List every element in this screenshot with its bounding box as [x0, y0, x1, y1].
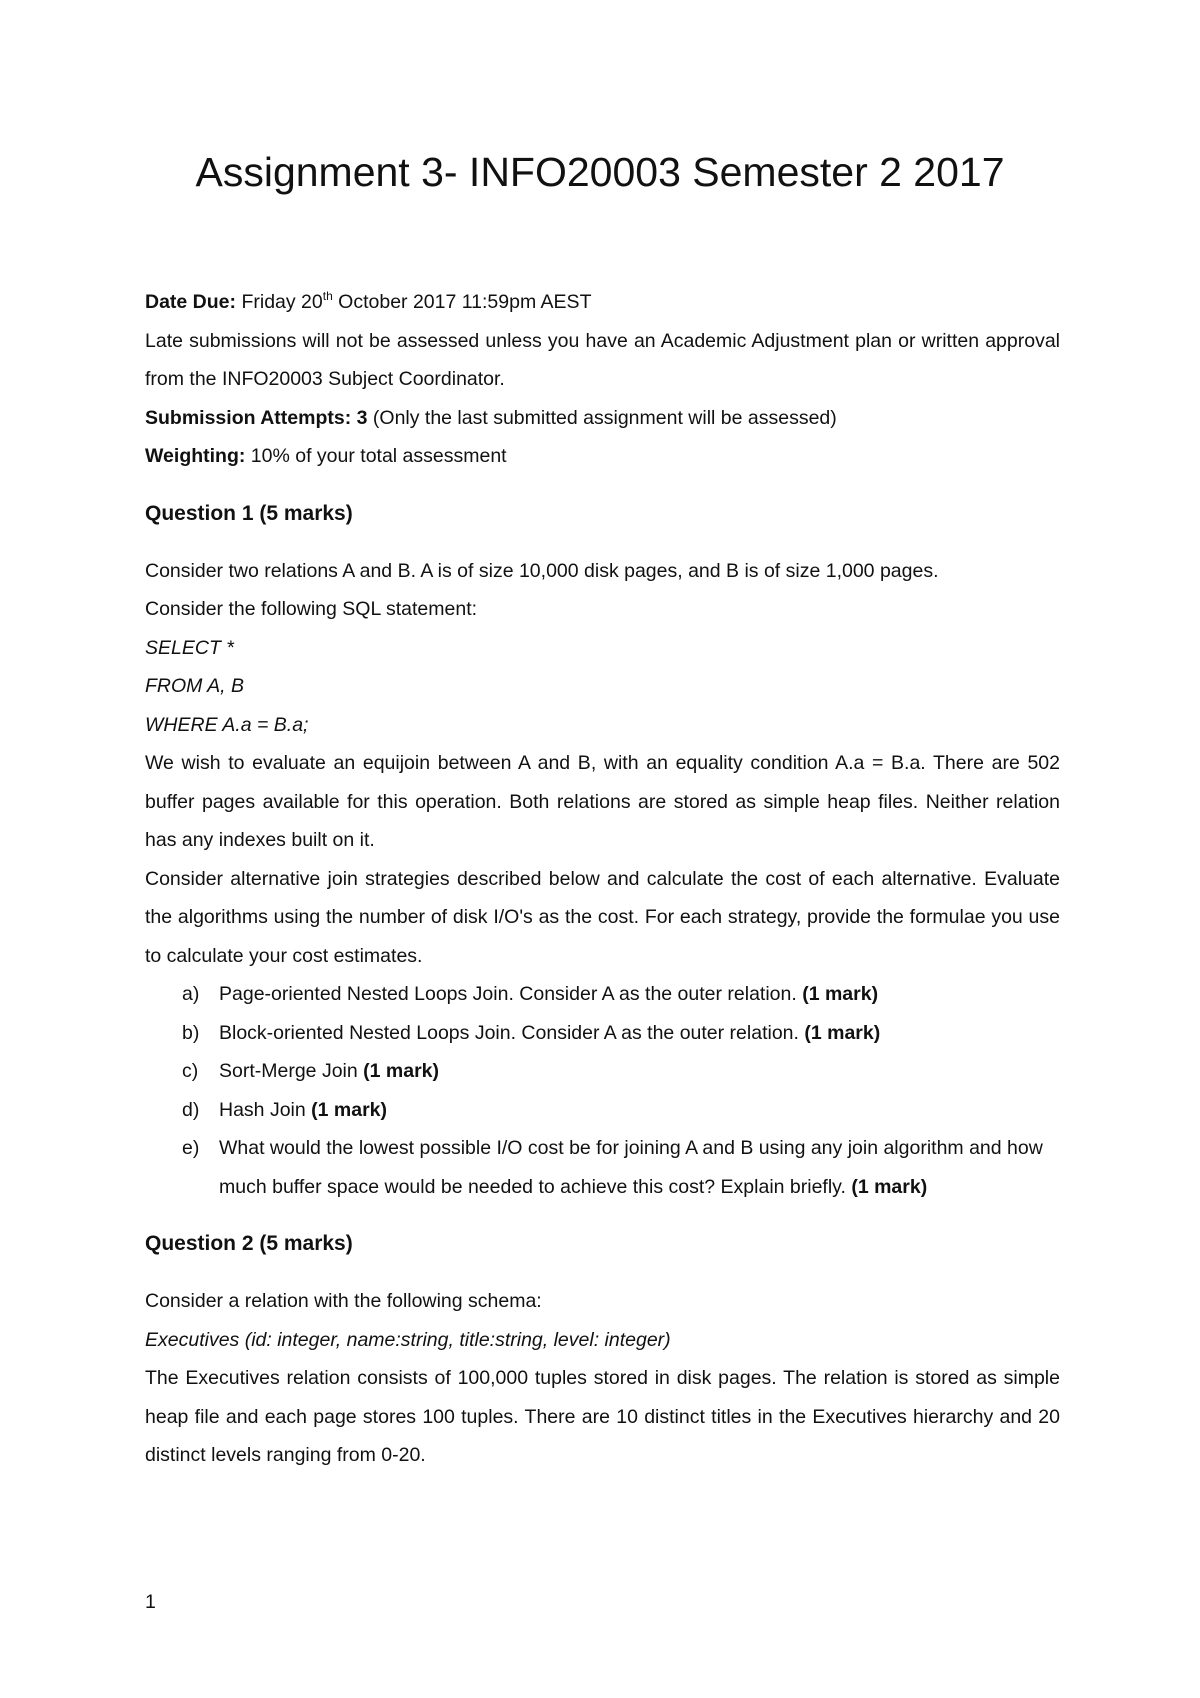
list-item-letter: b) — [182, 1021, 200, 1044]
document-title: Assignment 3- INFO20003 Semester 2 2017 — [195, 149, 1005, 195]
list-item-text: What would the lowest possible I/O cost be for joining A and B using any join algorithm and how much buffer space would be needed to achieve this cost? Explain briefly. — [219, 1137, 1043, 1198]
list-item-mark: (1 mark) — [311, 1098, 388, 1121]
attempts-label: Submission Attempts: — [145, 406, 352, 429]
list-item-text: Sort-Merge Join — [219, 1060, 364, 1082]
date-due-label: Date Due: — [145, 291, 237, 313]
date-due-suffix: th — [322, 289, 333, 303]
page-number: 1 — [145, 1591, 156, 1613]
list-item-letter: d) — [182, 1098, 200, 1121]
question-2-intro: Consider a relation with the following schema: — [145, 1290, 542, 1312]
list-item-mark: (1 mark) — [802, 983, 879, 1005]
list-item-mark: (1 mark) — [851, 1175, 928, 1198]
list-item — [145, 1052, 1060, 1091]
list-item-text: Page-oriented Nested Loops Join. Consider A as the outer relation. — [219, 983, 803, 1005]
sql-select-line: SELECT * — [145, 636, 234, 659]
attempts-value: 3 — [351, 406, 368, 429]
list-item-mark: (1 mark) — [363, 1060, 440, 1082]
list-item-text: Block-oriented Nested Loops Join. Consider A as the outer relation. — [219, 1021, 805, 1044]
list-item-letter: a) — [182, 983, 200, 1005]
question-2-paragraph: The Executives relation consists of 100,000 tuples stored in disk pages. The relation is stored as simple heap file and each page stores 100 tuples. There are 10 distinct titles in the Executives hierarchy and 20 distinct levels ranging from 0-20. — [145, 1367, 1060, 1466]
weighting-value: 10% of your total assessment — [245, 445, 507, 467]
submission-attempts-line — [145, 399, 1060, 438]
weighting-label: Weighting: — [145, 445, 246, 467]
date-due-line — [145, 283, 1060, 322]
list-item-letter: e) — [182, 1137, 200, 1159]
late-submission-note: Late submissions will not be assessed unless you have an Academic Adjustment plan or written approval from the INFO20003 Subject Coordinator. — [145, 329, 1060, 390]
question-1-parts-list — [145, 975, 1060, 1206]
attempts-note: (Only the last submitted assignment will be assessed) — [367, 406, 837, 429]
list-item-text: Hash Join — [219, 1098, 312, 1121]
list-item — [145, 1091, 1060, 1130]
question-1-intro-2: Consider the following SQL statement: — [145, 598, 478, 620]
sql-from-line: FROM A, B — [145, 675, 244, 697]
list-item — [145, 1129, 1060, 1206]
question-2-heading: Question 2 (5 marks) — [145, 1232, 353, 1255]
list-item — [145, 975, 1060, 1014]
weighting-line — [145, 437, 1060, 476]
date-due-rest: October 2017 11:59pm AEST — [332, 291, 592, 313]
question-2-schema: Executives (id: integer, name:string, title:string, level: integer) — [145, 1328, 671, 1351]
list-item-letter: c) — [182, 1060, 199, 1082]
date-due-day: Friday 20 — [241, 291, 323, 313]
question-1-paragraph-2: Consider alternative join strategies described below and calculate the cost of each alternative. Evaluate the algorithms using the number of disk I/O's as the cost. For each strategy, provide the formulae you use to calculate your cost estimates. — [145, 867, 1060, 967]
document-body — [145, 283, 1060, 1475]
question-1-paragraph-1: We wish to evaluate an equijoin between A and B, with an equality condition A.a = B.a. There are 502 buffer pages available for this operation. Both relations are stored as simple heap files. Neither relation has any indexes built on it. — [145, 752, 1060, 851]
question-1-heading: Question 1 (5 marks) — [145, 501, 353, 525]
question-1-intro-1: Consider two relations A and B. A is of size 10,000 disk pages, and B is of size 1,000 pages. — [145, 559, 939, 582]
list-item — [145, 1014, 1060, 1053]
list-item-mark: (1 mark) — [804, 1021, 881, 1044]
sql-where-line: WHERE A.a = B.a; — [145, 713, 309, 736]
